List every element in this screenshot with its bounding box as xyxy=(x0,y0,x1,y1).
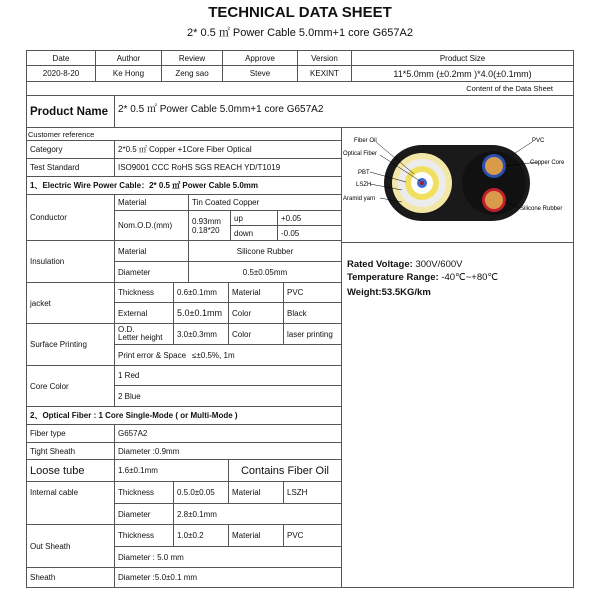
internal-cable-diameter-value: 2.8±0.1mm xyxy=(173,503,342,525)
tight-sheath-value: Diameter :0.9mm xyxy=(114,442,342,460)
conductor-up-value: +0.05 xyxy=(277,210,342,226)
meta-header-product-size: Product Size xyxy=(351,50,574,66)
jacket-label: jacket xyxy=(26,282,115,324)
internal-cable-label: Internal cable xyxy=(26,481,115,525)
test-standard-label: Test Standard xyxy=(26,158,115,177)
fiber-type-value: G657A2 xyxy=(114,424,342,443)
optical-fiber-center xyxy=(420,181,424,185)
surface-printing-error-value: ≤±0.5%, 1m xyxy=(192,350,235,360)
surface-printing-od-value: 3.0±0.3mm xyxy=(173,323,229,345)
document-title: TECHNICAL DATA SHEET xyxy=(208,4,392,21)
surface-printing-color-value: laser printing xyxy=(283,323,342,345)
meta-product-size: 11*5.0mm (±0.2mm )*4.0(±0.1mm) xyxy=(351,65,574,82)
insulation-diameter-label: Diameter xyxy=(114,261,189,283)
customer-reference: Customer reference xyxy=(26,127,342,141)
meta-version: KEXINT xyxy=(297,65,352,82)
jacket-thickness-value: 0.6±0.1mm xyxy=(173,282,229,303)
spec-weight: Weight:53.5KG/km xyxy=(347,287,431,298)
label-copper-core: Copper Core xyxy=(530,160,565,166)
meta-header-version: Version xyxy=(297,50,352,66)
jacket-material-label: Material xyxy=(228,282,284,303)
meta-date: 2020-8-20 xyxy=(26,65,96,82)
internal-cable-thickness-label: Thickness xyxy=(114,481,174,504)
internal-cable-material-label: Material xyxy=(228,481,284,504)
product-name-value: 2* 0.5 ㎡ Power Cable 5.0mm+1 core G657A2 xyxy=(114,95,574,128)
label-fiber-oil: Fiber Oil xyxy=(354,138,377,144)
internal-cable-material-value: LSZH xyxy=(283,481,342,504)
jacket-thickness-label: Thickness xyxy=(114,282,174,303)
out-sheath-label: Out Sheath xyxy=(26,524,115,568)
fiber-type-label: Fiber type xyxy=(26,424,115,443)
spec-voltage-label: Rated Voltage: xyxy=(347,259,413,270)
loose-tube-value: 1.6±0.1mm xyxy=(114,459,229,482)
surface-printing-od-label xyxy=(114,323,174,345)
jacket-color-label: Color xyxy=(228,302,284,324)
surface-printing-color-label: Color xyxy=(228,323,284,345)
meta-author: Ke Hong xyxy=(95,65,162,82)
section-electric-wire: 1、Electric Wire Power Cable：2* 0.5 ㎡ Power Cable 5.0mm xyxy=(26,176,342,195)
insulation-material-label: Material xyxy=(114,240,189,262)
conductor-od-label: Nom.O.D.(mm) xyxy=(114,210,189,241)
out-sheath-thickness-label: Thickness xyxy=(114,524,174,547)
internal-cable-thickness-value: 0.5.0±0.05 xyxy=(173,481,229,504)
conductor-od-value-1: 0.93mm xyxy=(192,216,221,226)
conductor-material-value: Tin Coated Copper xyxy=(188,194,342,211)
sheath-value: Diameter :5.0±0.1 mm xyxy=(114,567,342,588)
out-sheath-thickness-value: 1.0±0.2 xyxy=(173,524,229,547)
right-panel-divider xyxy=(341,242,574,243)
loose-tube-note: Contains Fiber Oil xyxy=(228,459,342,482)
out-sheath-diameter: Diameter : 5.0 mm xyxy=(114,546,342,568)
label-aramid-yarn: Aramid yarn xyxy=(343,196,376,202)
content-caption: Content of the Data Sheet xyxy=(26,81,574,96)
core-color-red: 1 Red xyxy=(114,365,342,386)
jacket-color-value: Black xyxy=(283,302,342,324)
meta-header-author: Author xyxy=(95,50,162,66)
conductor-material-label: Material xyxy=(114,194,189,211)
jacket-external-label: External xyxy=(114,302,174,324)
meta-approve: Steve xyxy=(222,65,298,82)
meta-header-approve: Approve xyxy=(222,50,298,66)
insulation-diameter-value: 0.5±0.05mm xyxy=(188,261,342,283)
conductor-od-values xyxy=(188,210,231,241)
conductor-label: Conductor xyxy=(26,194,115,241)
spec-rated-voltage xyxy=(347,259,462,270)
product-name-label: Product Name xyxy=(26,95,115,128)
sheath-label: Sheath xyxy=(26,567,115,588)
copper-core-bottom xyxy=(485,191,503,209)
insulation-label: Insulation xyxy=(26,240,115,283)
conductor-down-label: down xyxy=(230,225,278,241)
surface-printing-label: Surface Printing xyxy=(26,323,115,366)
label-silicone-rubber: Silicone Rubber xyxy=(520,206,563,212)
spec-temp-label: Temperature Range: xyxy=(347,272,439,283)
jacket-material-value: PVC xyxy=(283,282,342,303)
copper-core-top xyxy=(485,157,503,175)
category-label: Category xyxy=(26,140,115,159)
section-optical-fiber: 2、Optical Fiber : 1 Core Single-Mode ( or Multi-Mode ) xyxy=(26,406,342,425)
surface-printing-error-label: Print error & Space xyxy=(118,350,187,360)
core-color-blue: 2 Blue xyxy=(114,385,342,407)
loose-tube-label: Loose tube xyxy=(26,459,115,482)
conductor-od-value-2: 0.18*20 xyxy=(192,225,220,235)
category-value: 2*0.5 ㎡ Copper +1Core Fiber Optical xyxy=(114,140,342,159)
meta-review: Zeng sao xyxy=(161,65,223,82)
insulation-material-value: Silicone Rubber xyxy=(188,240,342,262)
label-pbt: PBT xyxy=(358,170,370,176)
meta-header-date: Date xyxy=(26,50,96,66)
out-sheath-material-value: PVC xyxy=(283,524,342,547)
conductor-up-label: up xyxy=(230,210,278,226)
cable-cross-section-diagram xyxy=(342,130,573,240)
spec-temp-value: -40℃~+80℃ xyxy=(441,272,499,283)
internal-cable-diameter-label: Diameter xyxy=(114,503,174,525)
surface-printing-od-line2: Letter height xyxy=(118,333,163,342)
spec-temperature-range xyxy=(347,272,498,283)
test-standard-value: ISO9001 CCC RoHS SGS REACH YD/T1019 xyxy=(114,158,342,177)
jacket-external-value: 5.0±0.1mm xyxy=(173,302,229,324)
label-pvc: PVC xyxy=(532,138,545,144)
out-sheath-material-label: Material xyxy=(228,524,284,547)
surface-printing-od-line1: O.D. xyxy=(118,325,135,334)
document-subtitle: 2* 0.5 ㎡ Power Cable 5.0mm+1 core G657A2 xyxy=(187,27,413,39)
conductor-down-value: -0.05 xyxy=(277,225,342,241)
tight-sheath-label: Tight Sheath xyxy=(26,442,115,460)
label-lszh: LSZH xyxy=(356,182,372,188)
surface-printing-error-row xyxy=(114,344,342,366)
core-color-label: Core Color xyxy=(26,365,115,407)
meta-header-review: Review xyxy=(161,50,223,66)
label-optical-fiber: Optical Fiber xyxy=(343,151,378,157)
spec-voltage-value: 300V/600V xyxy=(415,259,463,270)
